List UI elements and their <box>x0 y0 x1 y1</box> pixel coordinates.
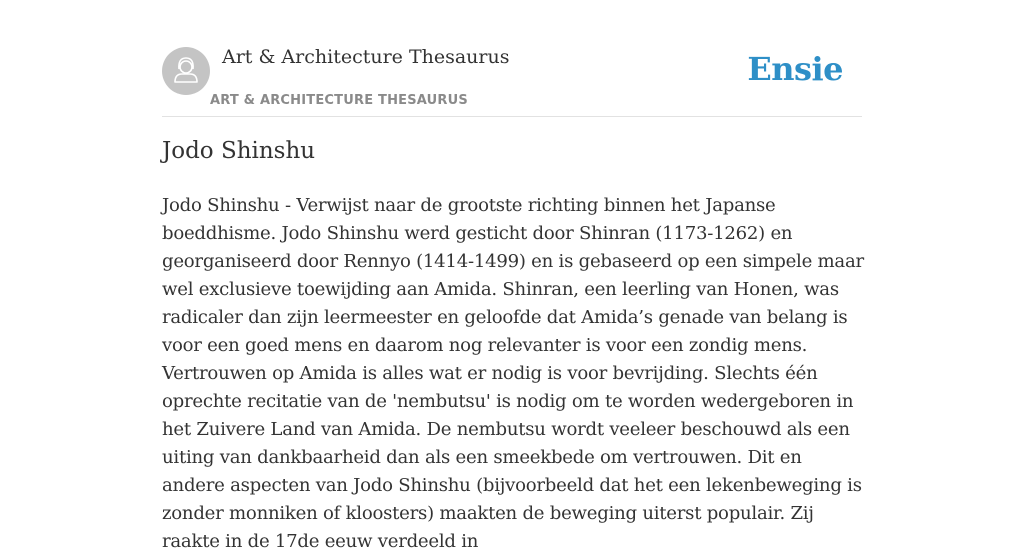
article-body: Jodo Shinshu - Verwijst naar de grootste richting binnen het Japanse boeddhisme. Jodo Shinshu werd gesticht door Shinran (1173-1262) en georganiseerd door Rennyo (1414-1499) en is gebaseerd op een simpele maar wel exclusieve toewijding aan Amida. Shinran, een leerling van Honen, was radicaler dan zijn leermeester en geloofde dat Amida’s genade van belang is voor een goed mens en daarom nog relevanter is voor een zondig mens. Vertrouwen op Amida is alles wat er nodig is voor bevrijding. Slechts één oprechte recitatie van de 'nembutsu' is nodig om te worden wedergeboren in het Zuivere Land van Amida. De nembutsu wordt veeleer beschouwd als een uiting van dankbaarheid dan als een smeekbede om vertrouwen. Dit en andere aspecten van Jodo Shinshu (bijvoorbeeld dat het een lekenbeweging is zonder monniken of kloosters) maakten de beweging uiterst populair. Zij raakte in de 17de eeuw verdeeld in <box>162 195 864 552</box>
source-header <box>162 46 862 117</box>
page-title: Jodo Shinshu <box>162 138 316 164</box>
user-icon[interactable] <box>162 47 210 95</box>
source-title[interactable]: Art & Architecture Thesaurus <box>222 46 510 68</box>
source-subtitle: ART & ARCHITECTURE THESAURUS <box>210 93 468 108</box>
ensie-logo[interactable]: Ensie <box>747 50 843 88</box>
